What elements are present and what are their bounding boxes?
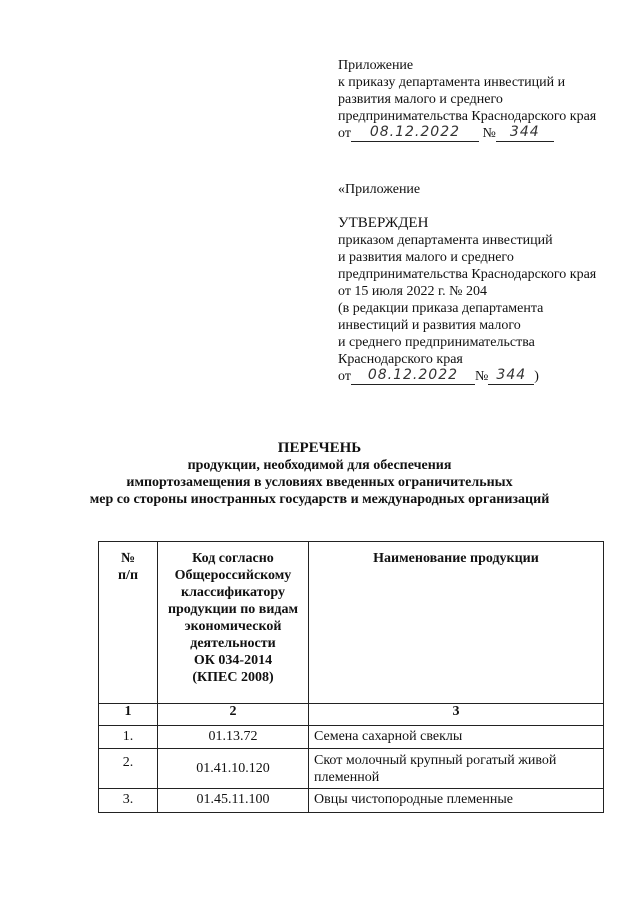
header-code-line: экономической: [184, 619, 282, 634]
date-handwritten: 08.12.2022: [369, 124, 461, 140]
attachment-block: [338, 57, 596, 142]
approved-block: [338, 215, 596, 385]
attachment-line-1: Приложение: [338, 58, 414, 73]
header-number-line: №: [120, 551, 136, 566]
approved-line: Краснодарского края: [338, 352, 463, 367]
header-number-line: п/п: [117, 568, 139, 583]
heading-title: ПЕРЕЧЕНЬ: [277, 440, 362, 456]
heading-line-2: импортозамещения в условиях введенных ограничительных: [126, 475, 513, 490]
attachment-date-line: [338, 125, 596, 142]
closing-paren: ): [534, 369, 539, 384]
header-code-line: продукции по видам: [167, 602, 299, 617]
attachment-line-3: развития малого и среднего: [338, 92, 503, 107]
product-table: [98, 541, 604, 813]
header-code-line: деятельности: [190, 636, 276, 651]
date-handwritten: 08.12.2022: [367, 367, 459, 383]
table-row: [99, 726, 604, 749]
date-field: [351, 368, 475, 385]
approved-title: УТВЕРЖДЕН: [338, 215, 429, 231]
number-field: [488, 368, 534, 385]
row-number: 3.: [99, 789, 158, 813]
date-prefix: от: [338, 126, 351, 141]
row-number: 2.: [99, 749, 158, 789]
approved-line: приказом департамента инвестиций: [338, 233, 553, 248]
attachment-line-2: к приказу департамента инвестиций и: [338, 75, 566, 90]
number-handwritten: 344: [496, 367, 527, 383]
number-handwritten: 344: [509, 124, 540, 140]
table-row: [99, 749, 604, 789]
header-name-text: Наименование продукции: [373, 551, 539, 566]
number-prefix: №: [474, 369, 489, 384]
approved-date-line: [338, 368, 596, 385]
approved-line: и среднего предпринимательства: [338, 335, 535, 350]
approved-line: предпринимательства Краснодарского края: [338, 267, 597, 282]
header-number: [99, 542, 158, 704]
row-code: 01.45.11.100: [158, 789, 309, 813]
column-number: 1: [99, 704, 158, 726]
date-prefix: от: [338, 369, 351, 384]
row-number: 1.: [99, 726, 158, 749]
column-number: 3: [309, 704, 604, 726]
attachment-line-4: предпринимательства Краснодарского края: [338, 109, 597, 124]
header-code-line: классификатору: [181, 585, 285, 600]
heading-line-1: продукции, необходимой для обеспечения: [187, 458, 452, 473]
row-name: Скот молочный крупный рогатый живой племенной: [309, 749, 604, 789]
row-code: 01.13.72: [158, 726, 309, 749]
approved-line: (в редакции приказа департамента: [338, 301, 544, 316]
header-code: [158, 542, 309, 704]
approved-line: и развития малого и среднего: [338, 250, 514, 265]
header-code-line: (КПЕС 2008): [192, 670, 274, 685]
header-code-line: Код согласно: [192, 551, 274, 566]
row-name: Овцы чистопородные племенные: [309, 789, 604, 813]
approved-line: от 15 июля 2022 г. № 204: [338, 284, 487, 299]
table-row: [99, 789, 604, 813]
heading-line-3: мер со стороны иностранных государств и международных организаций: [89, 492, 550, 507]
header-name: [309, 542, 604, 704]
quoted-attachment-label: «Приложение: [338, 182, 421, 197]
approved-line: инвестиций и развития малого: [338, 318, 521, 333]
header-code-line: ОК 034-2014: [193, 653, 273, 668]
table-header-row: [99, 542, 604, 704]
document-heading: [0, 440, 639, 508]
table-number-row: [99, 704, 604, 726]
row-code: 01.41.10.120: [158, 749, 309, 789]
header-code-line: Общероссийскому: [174, 568, 292, 583]
number-field: [496, 125, 554, 142]
row-name: Семена сахарной свеклы: [309, 726, 604, 749]
column-number: 2: [158, 704, 309, 726]
date-field: [351, 125, 479, 142]
number-prefix: №: [482, 126, 496, 141]
